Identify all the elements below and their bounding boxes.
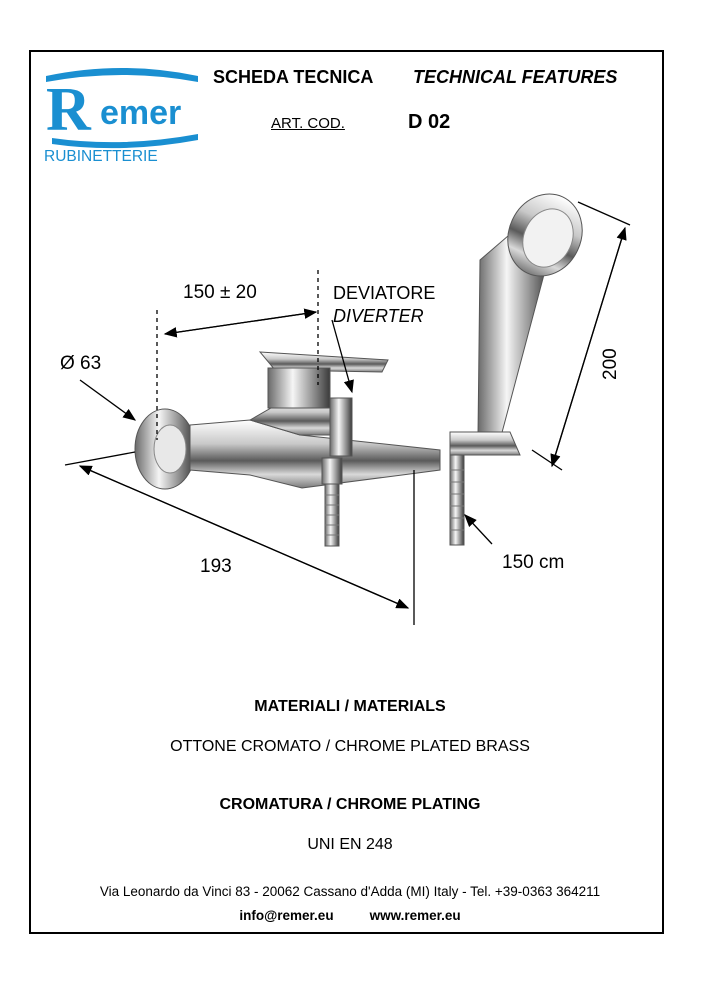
article-code-value: D 02 (408, 111, 451, 133)
logo-word: emer (100, 94, 182, 132)
plating-title: CROMATURA / CHROME PLATING (219, 796, 481, 813)
email-text: info@remer.eu (239, 908, 334, 923)
remer-logo (42, 64, 202, 164)
plating-value: UNI EN 248 (307, 836, 393, 853)
hose-length-dimension: 150 cm (502, 552, 565, 573)
materials-title: MATERIALI / MATERIALS (254, 698, 446, 715)
width-dimension: 150 ± 20 (183, 282, 257, 303)
company-address: Via Leonardo da Vinci 83 - 20062 Cassano d'Adda (MI) Italy - Tel. +39-0363 364211 (99, 884, 601, 899)
contact-line (40, 908, 660, 923)
website-text: www.remer.eu (369, 908, 461, 923)
product-drawing (40, 170, 660, 650)
logo-initial: R (46, 76, 91, 144)
title-italian: SCHEDA TECNICA (213, 67, 374, 87)
length-dimension: 193 (200, 556, 232, 577)
article-code-label: ART. COD. (271, 115, 345, 132)
diameter-dimension: Ø 63 (60, 353, 102, 374)
diverter-label-english: DIVERTER (333, 306, 424, 326)
diverter-label-italian: DEVIATORE (333, 283, 436, 303)
mixer-body (135, 352, 440, 546)
title-english: TECHNICAL FEATURES (413, 67, 618, 87)
materials-value: OTTONE CROMATO / CHROME PLATED BRASS (170, 738, 530, 755)
hand-shower (450, 182, 595, 545)
logo-subtitle: RUBINETTERIE (44, 148, 158, 164)
height-dimension: 200 (600, 348, 621, 380)
